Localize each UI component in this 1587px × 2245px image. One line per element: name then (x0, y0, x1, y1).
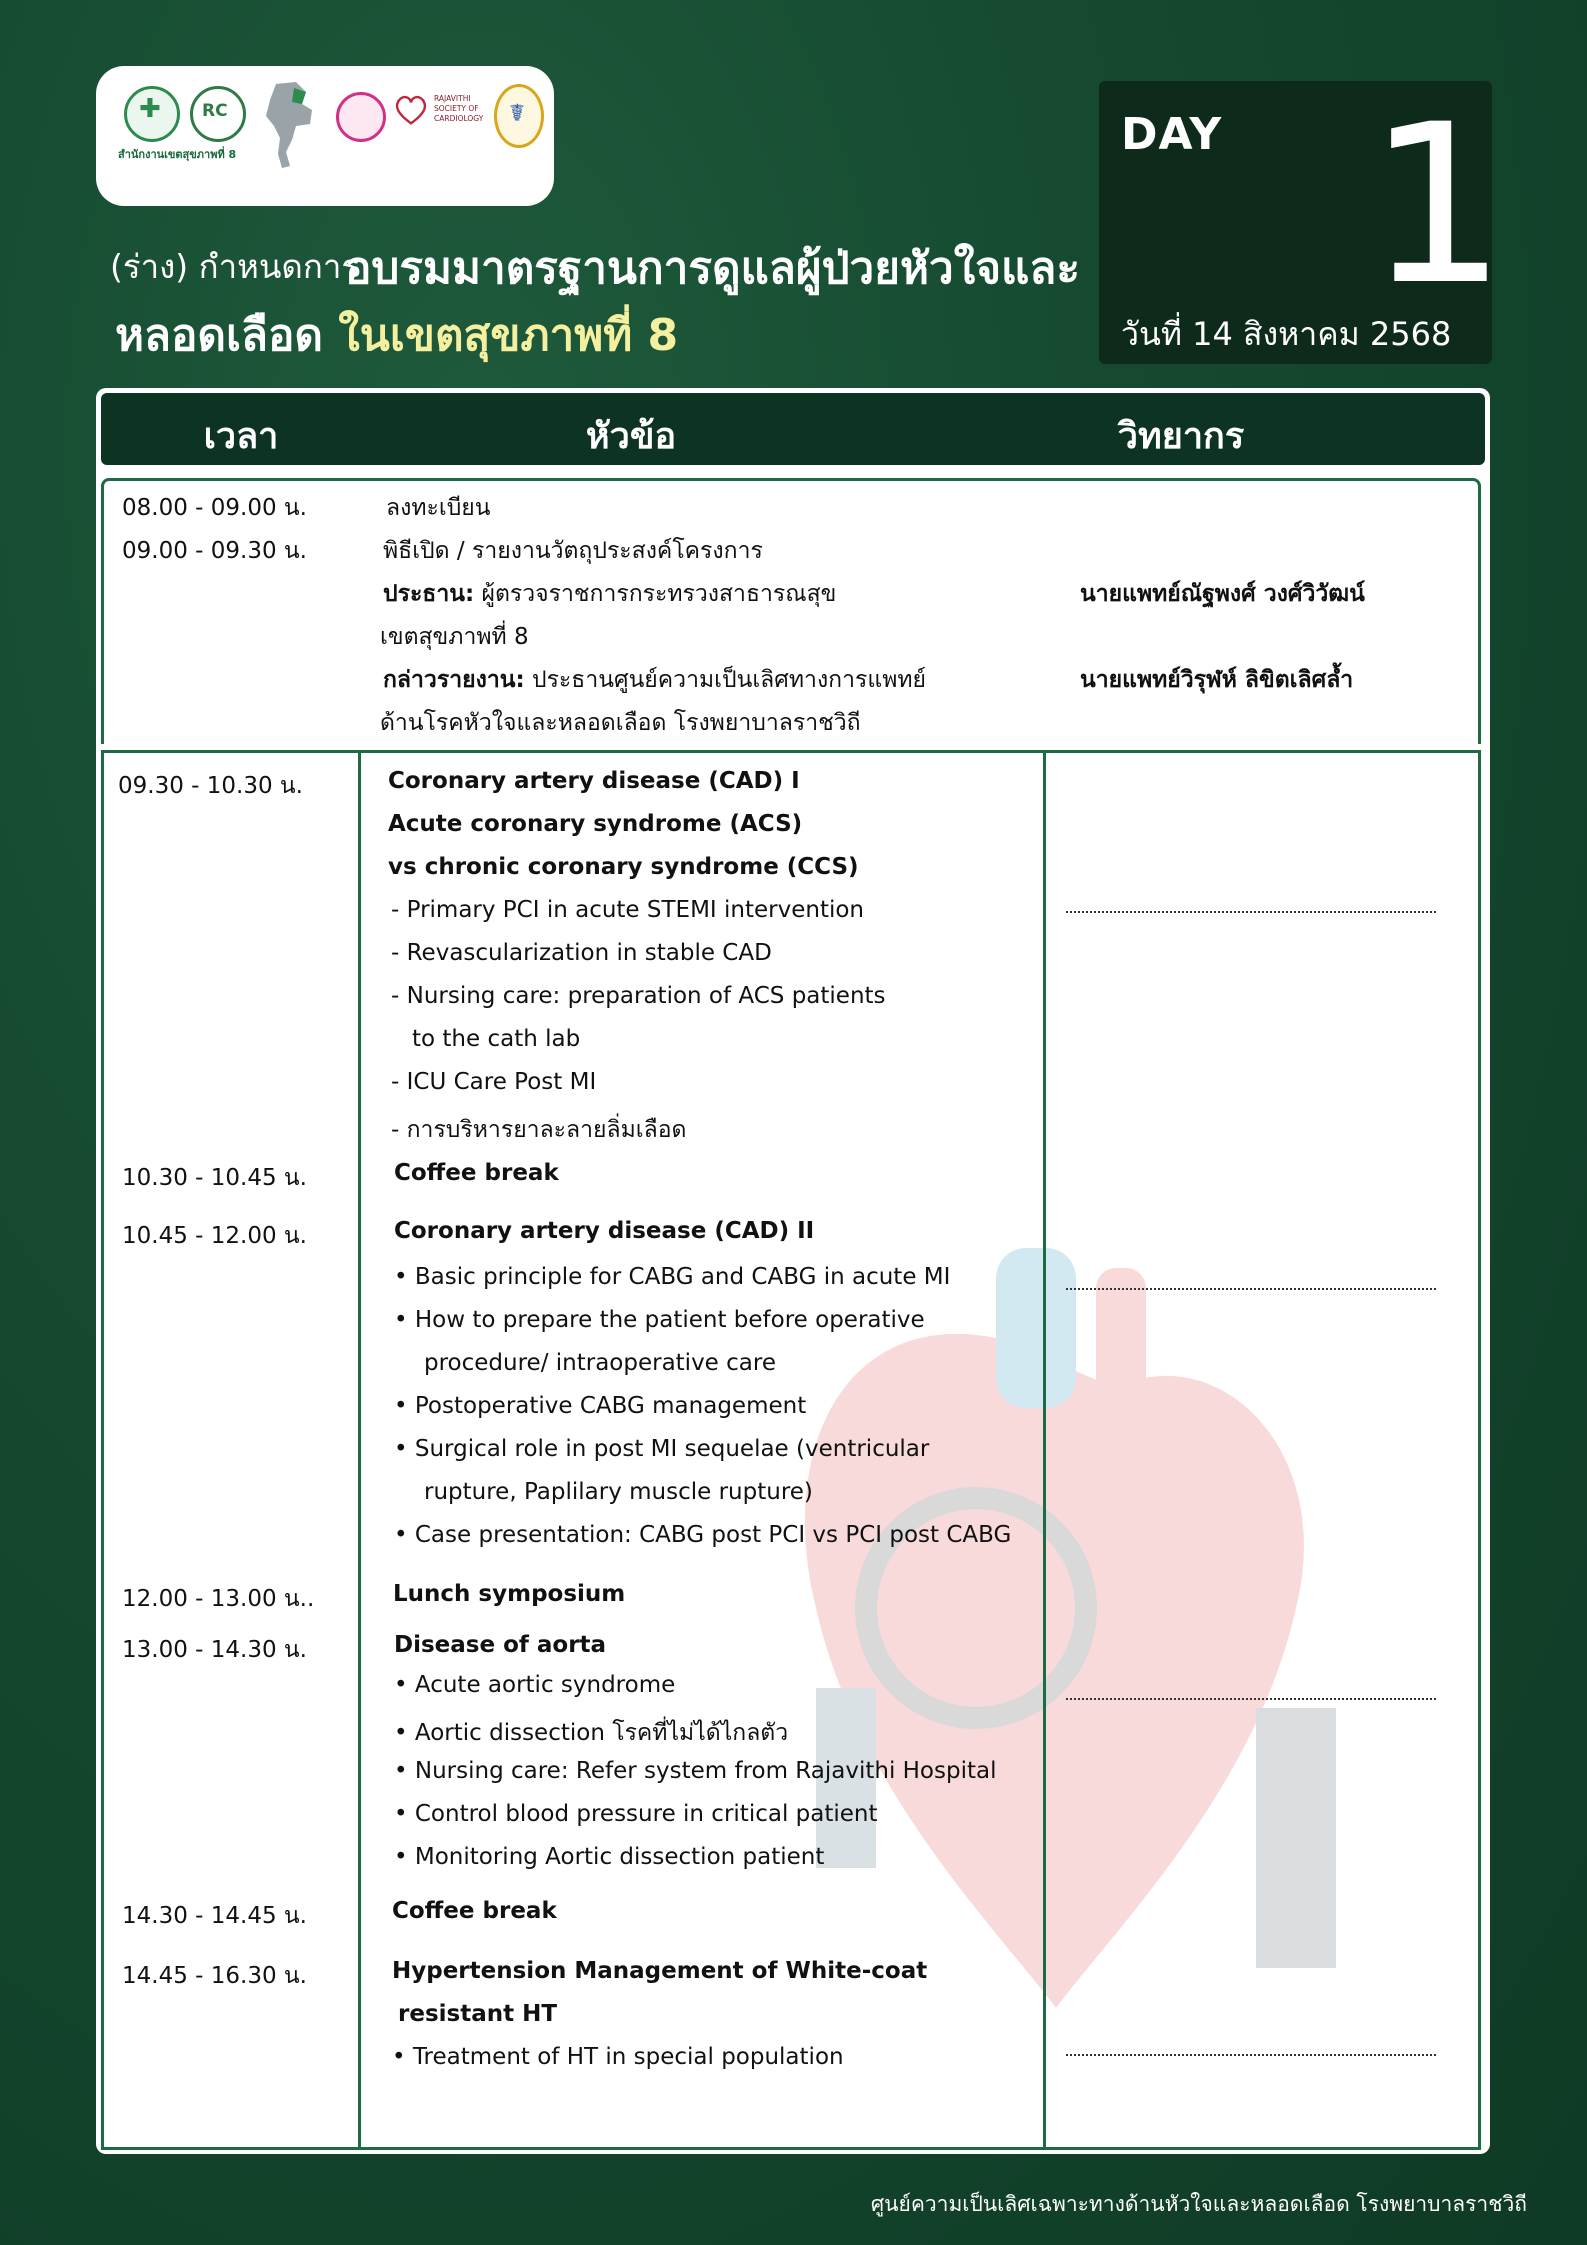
hospital-emblem-icon: ☤ (494, 84, 544, 148)
r5-speaker-placeholder (1066, 1288, 1436, 1290)
day-label: DAY (1121, 109, 1223, 160)
r6-time: 12.00 - 13.00 น.. (122, 1586, 315, 1612)
table-header (101, 393, 1485, 465)
r7-title: Disease of aorta (394, 1632, 607, 1658)
title-main: อบรมมาตรฐานการดูแลผู้ป่วยหัวใจและ (345, 243, 1080, 294)
column-divider-1 (358, 750, 361, 2150)
r6-topic: Lunch symposium (393, 1581, 626, 1607)
r5-item-1: • Basic principle for CABG and CABG in acute MI (394, 1264, 951, 1290)
r9-title-1: Hypertension Management of White-coat (392, 1958, 928, 1984)
r7-item-2: • Aortic dissection โรคที่ไม่ได้ไกลตัว (394, 1720, 789, 1746)
r3-item-3b: to the cath lab (412, 1026, 581, 1052)
r3-item-3: - Nursing care: preparation of ACS patients (391, 983, 886, 1009)
r2-report-cont: ด้านโรคหัวใจและหลอดเลือด โรงพยาบาลราชวิถี (380, 710, 861, 736)
rajavithi-society-text: RAJAVITHI SOCIETY OF CARDIOLOGY (434, 94, 484, 123)
r1-time: 08.00 - 09.00 น. (122, 495, 307, 521)
title-prefix: (ร่าง) กำหนดการ (110, 247, 360, 286)
day-number: 1 (1367, 77, 1507, 333)
r5-item-5: • Case presentation: CABG post PCI vs PCI post CABG (394, 1522, 1012, 1548)
moph-logo-icon: ✚ (124, 86, 180, 142)
r7-time: 13.00 - 14.30 น. (122, 1637, 307, 1663)
footer-text: ศูนย์ความเป็นเลิศเฉพาะทางด้านหัวใจและหลอดเลือด โรงพยาบาลราชวิถี (870, 2192, 1527, 2216)
r5-title: Coronary artery disease (CAD) II (394, 1218, 815, 1244)
r8-topic: Coffee break (392, 1898, 557, 1924)
r3-item-5: - การบริหารยาละลายลิ่มเลือด (391, 1117, 687, 1143)
r5-item-2b: procedure/ intraoperative care (424, 1350, 776, 1376)
r5-item-4b: rupture, Paplilary muscle rupture) (424, 1479, 813, 1505)
r5-item-4: • Surgical role in post MI sequelae (ventricular (394, 1436, 930, 1462)
title-line2 (115, 300, 678, 370)
header-speaker: วิทยากร (1117, 416, 1245, 457)
r1-topic: ลงทะเบียน (386, 495, 491, 521)
r9-title-2: resistant HT (398, 2001, 558, 2027)
r3-item-1: - Primary PCI in acute STEMI intervention (391, 897, 865, 923)
r7-item-3: • Nursing care: Refer system from Rajavithi Hospital (394, 1758, 997, 1784)
r3-title-3: vs chronic coronary syndrome (CCS) (388, 854, 859, 880)
day-badge (1099, 77, 1507, 364)
r7-item-1: • Acute aortic syndrome (394, 1672, 676, 1698)
r3-speaker-placeholder (1066, 911, 1436, 913)
r3-item-4: - ICU Care Post MI (391, 1069, 597, 1095)
rc-logo-icon: RC (190, 86, 246, 142)
day-date: วันที่ 14 สิงหาคม 2568 (1121, 315, 1452, 353)
schedule-panel (96, 388, 1490, 2154)
r2-topic: พิธีเปิด / รายงานวัตถุประสงค์โครงการ (383, 538, 763, 564)
pink-seal-icon (336, 92, 386, 142)
r9-time: 14.45 - 16.30 น. (122, 1963, 307, 1989)
r5-item-2: • How to prepare the patient before operative (394, 1307, 925, 1333)
title-line2-a: หลอดเลือด (115, 310, 323, 361)
r5-time: 10.45 - 12.00 น. (122, 1223, 307, 1249)
r2-chair: ประธาน: ผู้ตรวจราชการกระทรวงสาธารณสุข (383, 581, 837, 607)
r3-item-2: - Revascularization in stable CAD (391, 940, 772, 966)
r9-speaker-placeholder (1066, 2054, 1436, 2056)
r2-chair-speaker: นายแพทย์ณัฐพงศ์ วงศ์วิวัฒน์ (1080, 581, 1365, 607)
r7-item-5: • Monitoring Aortic dissection patient (394, 1844, 825, 1870)
title-line2-b: ในเขตสุขภาพที่ 8 (338, 310, 679, 361)
r9-item-1: • Treatment of HT in special population (392, 2044, 844, 2070)
logo1-caption: สำนักงานเขตสุขภาพที่ 8 (118, 148, 237, 161)
r3-title-2: Acute coronary syndrome (ACS) (388, 811, 803, 837)
r2-report-speaker: นายแพทย์วิรุฬห์ ลิขิตเลิศล้ำ (1080, 667, 1354, 693)
r4-topic: Coffee break (394, 1160, 559, 1186)
r7-item-4: • Control blood pressure in critical patient (394, 1801, 878, 1827)
r5-item-3: • Postoperative CABG management (394, 1393, 807, 1419)
r2-report: กล่าวรายงาน: ประธานศูนย์ความเป็นเลิศทางการแพทย์ (383, 667, 927, 693)
header-topic: หัวข้อ (585, 416, 677, 457)
r3-time: 09.30 - 10.30 น. (118, 773, 303, 799)
r2-chair-cont: เขตสุขภาพที่ 8 (380, 624, 529, 650)
r7-speaker-placeholder (1066, 1698, 1436, 1700)
header-time: เวลา (203, 416, 279, 457)
logo-banner (96, 66, 554, 206)
column-divider-2 (1043, 750, 1046, 2150)
heart-logo-icon (392, 90, 430, 130)
r8-time: 14.30 - 14.45 น. (122, 1903, 307, 1929)
r3-title-1: Coronary artery disease (CAD) I (388, 768, 800, 794)
thailand-map-icon (256, 80, 320, 170)
r4-time: 10.30 - 10.45 น. (122, 1165, 307, 1191)
r2-time: 09.00 - 09.30 น. (122, 538, 307, 564)
